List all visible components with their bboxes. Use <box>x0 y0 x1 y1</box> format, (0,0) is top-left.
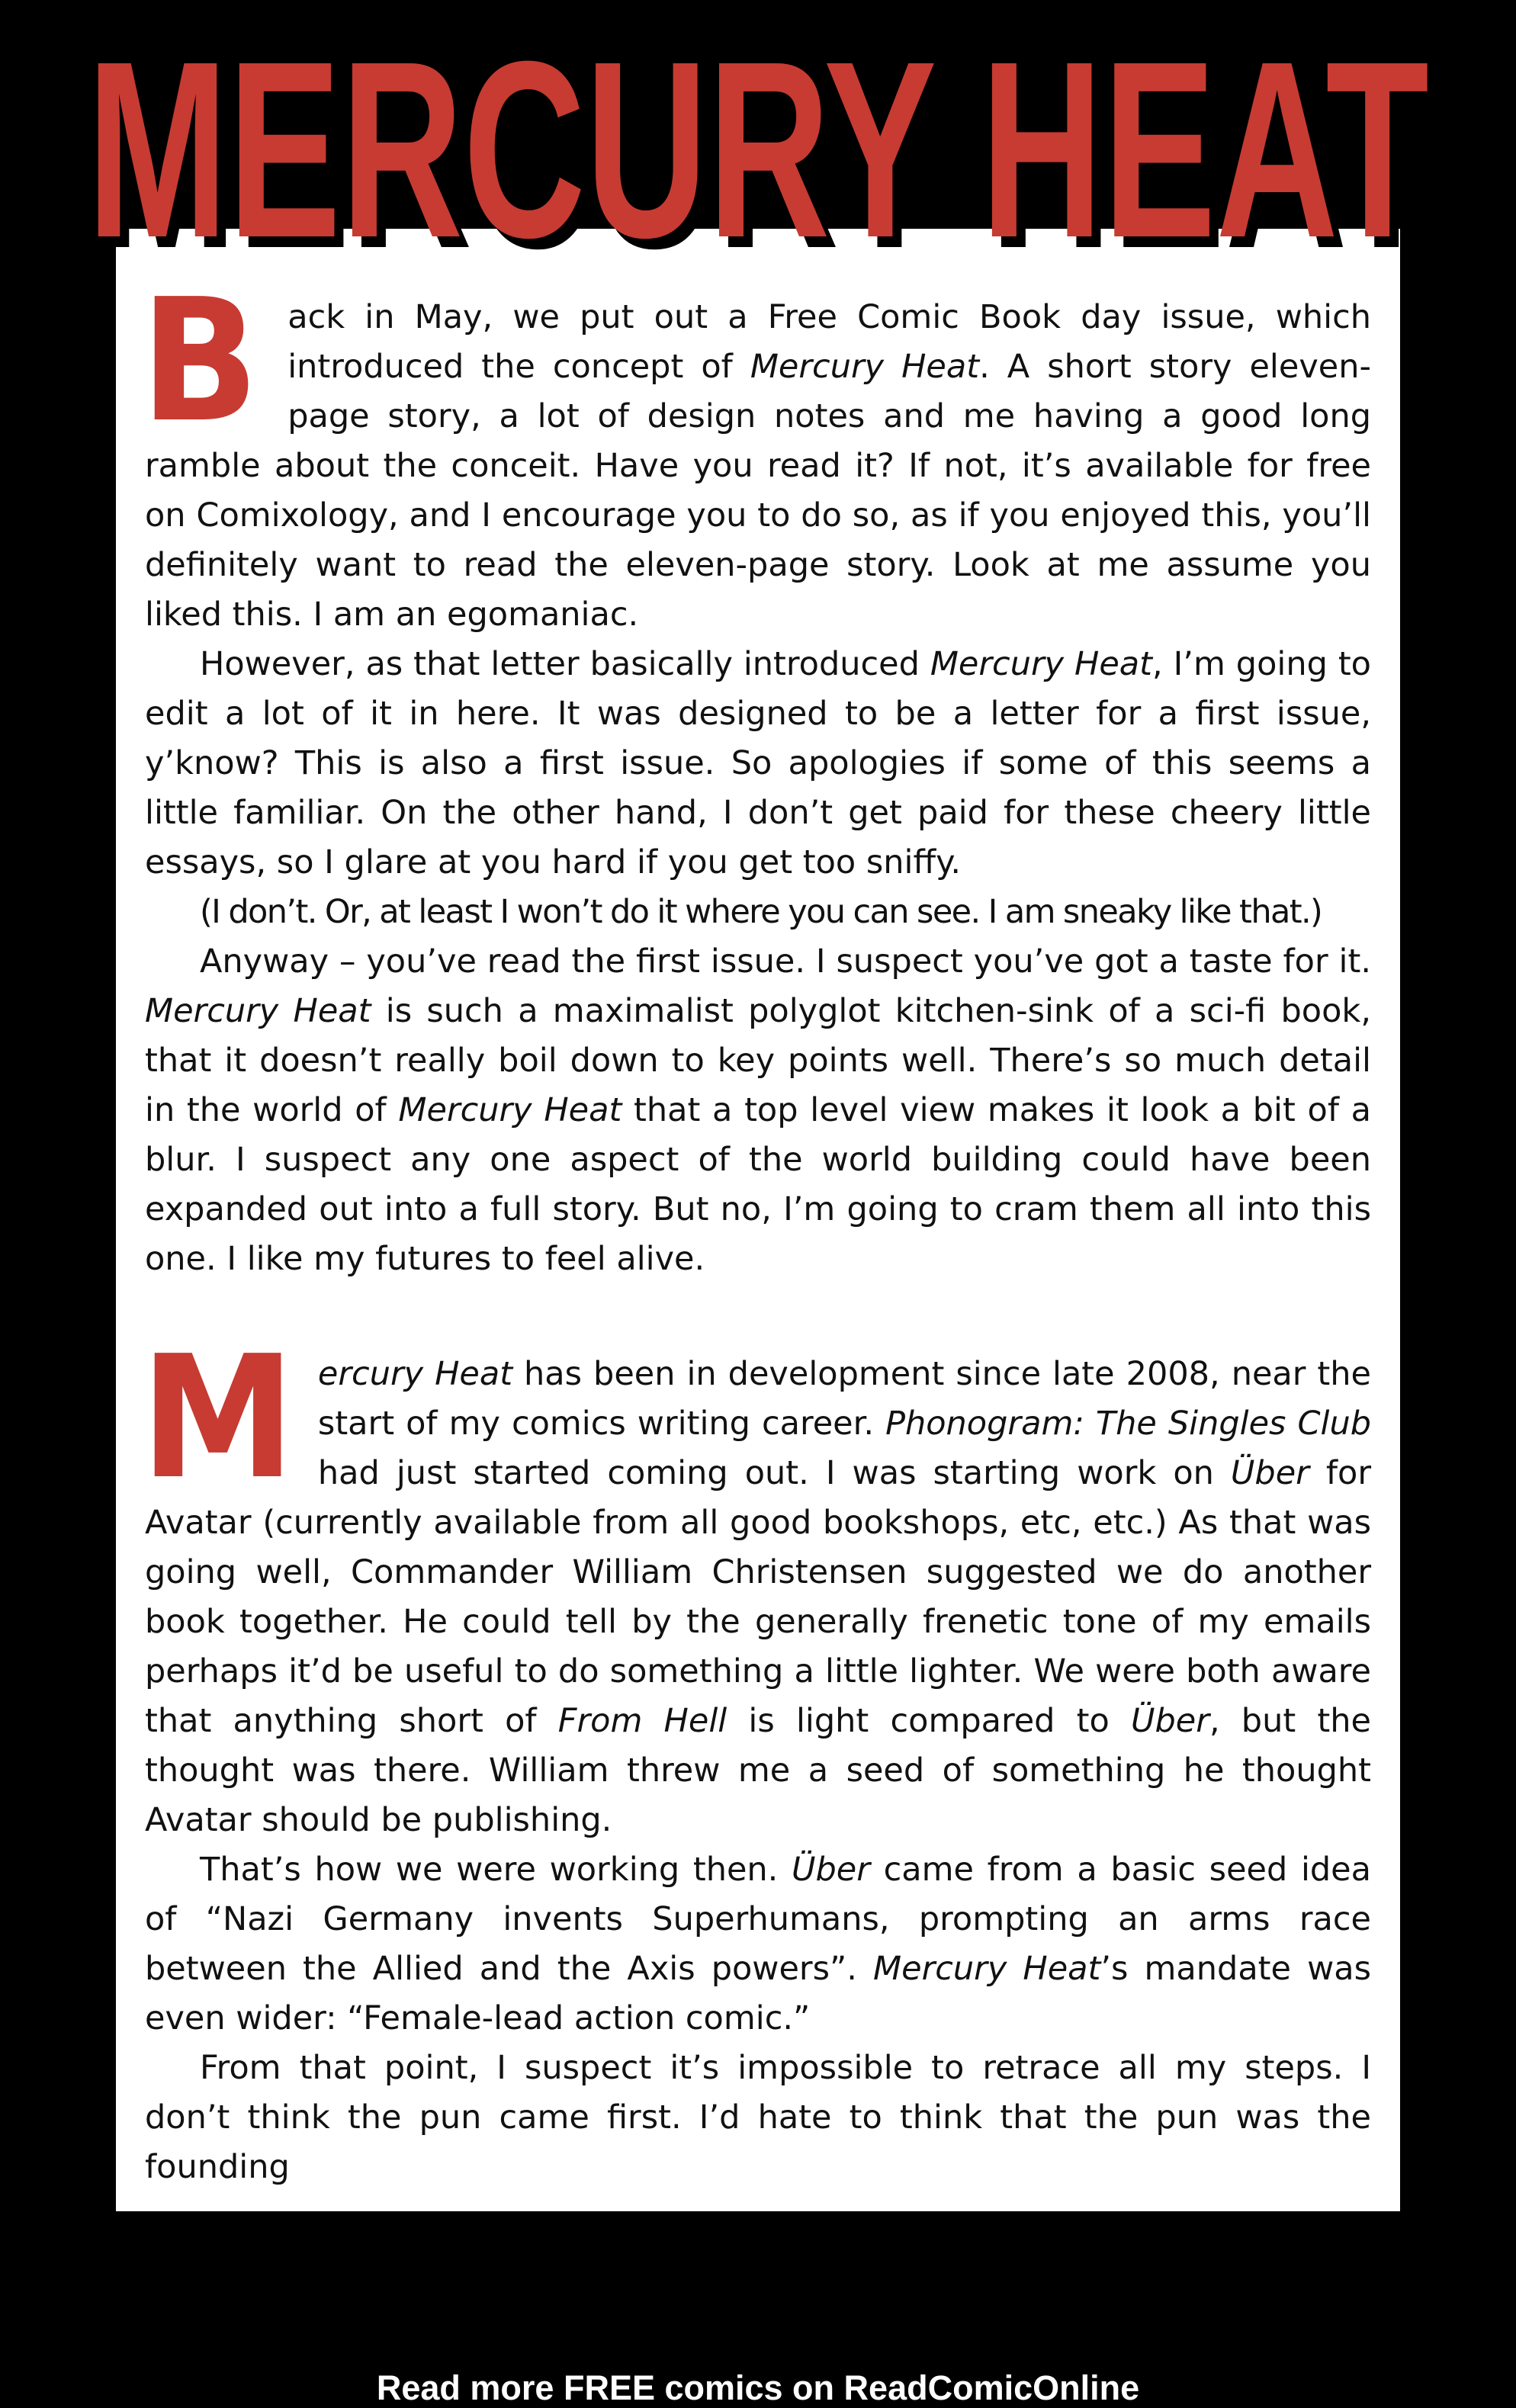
italic-run: From Hell <box>557 1702 727 1740</box>
italic-run: ercury Heat <box>317 1355 513 1393</box>
section-gap <box>145 1284 1371 1350</box>
text-run: However, as that letter basically introduced <box>200 645 930 683</box>
text-run: ’s mandate was even wider: “Female-lead action comic.” <box>145 1950 1372 2037</box>
title-art <box>0 0 1516 290</box>
text-run: Anyway – you’ve read the first issue. I suspect you’ve got a taste for it. <box>200 942 1371 981</box>
section-1 <box>140 263 1371 1284</box>
text-run: is such a maximalist polyglot kitchen-sink of a sci-fi book, that it doesn’t really boil down to key points well. There’s so much detail in the world of <box>145 992 1371 1129</box>
paragraph-7 <box>145 2044 1371 2192</box>
text-run: . A short story eleven-page story, a lot of design notes and me having a good long ramble about the conceit. Have you read it? If not, it’s available for free on Comixology, and I encourage you to do so, as if you enjoyed this, you’ll definitely want to read the eleven-page story. Look at me assume you liked this. I am an egomaniac. <box>145 348 1371 634</box>
text-run: ack in May, we put out a Free Comic Book day issue, which introduced the concept of <box>287 298 1371 386</box>
text-run: (I don’t. Or, at least I won’t do it where you can see. I am sneaky like that.) <box>200 893 1322 931</box>
italic-run: Mercury Heat <box>145 992 371 1030</box>
title-shadow: MERCURY HEAT <box>96 19 1439 290</box>
italic-run: Phonogram: The Singles Club <box>885 1405 1371 1443</box>
text-run: had just started coming out. I was starting work on <box>317 1454 1231 1492</box>
text-run: , but the thought was there. William threw me a seed of something he thought Avatar should be publishing. <box>145 1702 1371 1839</box>
text-run: is light compared to <box>727 1702 1132 1740</box>
text-run: That’s how we were working then. <box>200 1851 792 1889</box>
paragraph-1 <box>145 293 1371 640</box>
paragraph-2 <box>145 640 1371 888</box>
paragraph-5 <box>145 1350 1371 1845</box>
page-title <box>0 0 1516 290</box>
text-run: came from a basic seed idea of “Nazi Germany invents Superhumans, prompting an arms race between the Allied and the Axis powers”. <box>145 1851 1371 1988</box>
paragraph-6 <box>145 1845 1371 2044</box>
italic-run: Mercury Heat <box>930 645 1153 683</box>
article-panel <box>116 229 1400 2211</box>
text-run: From that point, I suspect it’s impossible to retrace all my steps. I don’t think the pun came first. I’d hate to think that the pun was the founding <box>145 2049 1371 2186</box>
italic-run: Über <box>792 1851 870 1889</box>
italic-run: Mercury Heat <box>873 1950 1101 1988</box>
paragraph-4 <box>145 937 1371 1284</box>
title-text: MERCURY HEAT <box>87 8 1430 290</box>
footer-link[interactable]: Read more FREE comics on ReadComicOnline <box>376 2368 1140 2407</box>
italic-run: Mercury Heat <box>750 348 980 386</box>
italic-run: Über <box>1131 1702 1209 1740</box>
text-run: for Avatar (currently available from all good bookshops, etc, etc.) As that was going well, Commander William Christensen suggested we do another book together. He could tell by the generally frenetic tone of my emails perhaps it’d be useful to do something a little lighter. We were both aware that anything short of <box>145 1454 1371 1740</box>
italic-run: Mercury Heat <box>398 1091 622 1129</box>
text-run: that a top level view makes it look a bit of a blur. I suspect any one aspect of the world building could have been expanded out into a full story. But no, I’m going to cram them all into this one. I like my futures to feel alive. <box>145 1091 1371 1278</box>
text-run: has been in development since late 2008, near the start of my comics writing career. <box>317 1355 1371 1443</box>
dropcap-m: M <box>140 1320 296 1517</box>
text-run: , I’m going to edit a lot of it in here. It was designed to be a letter for a first issue, y’know? This is also a first issue. So apologies if some of this seems a little familiar. On the other hand, I don’t get paid for these cheery little essays, so I glare at you hard if you get too sniffy. <box>145 645 1371 881</box>
dropcap-b: B <box>140 263 259 460</box>
section-2 <box>140 1320 1372 2192</box>
italic-run: Über <box>1230 1454 1309 1492</box>
paragraph-3 <box>145 888 1371 937</box>
